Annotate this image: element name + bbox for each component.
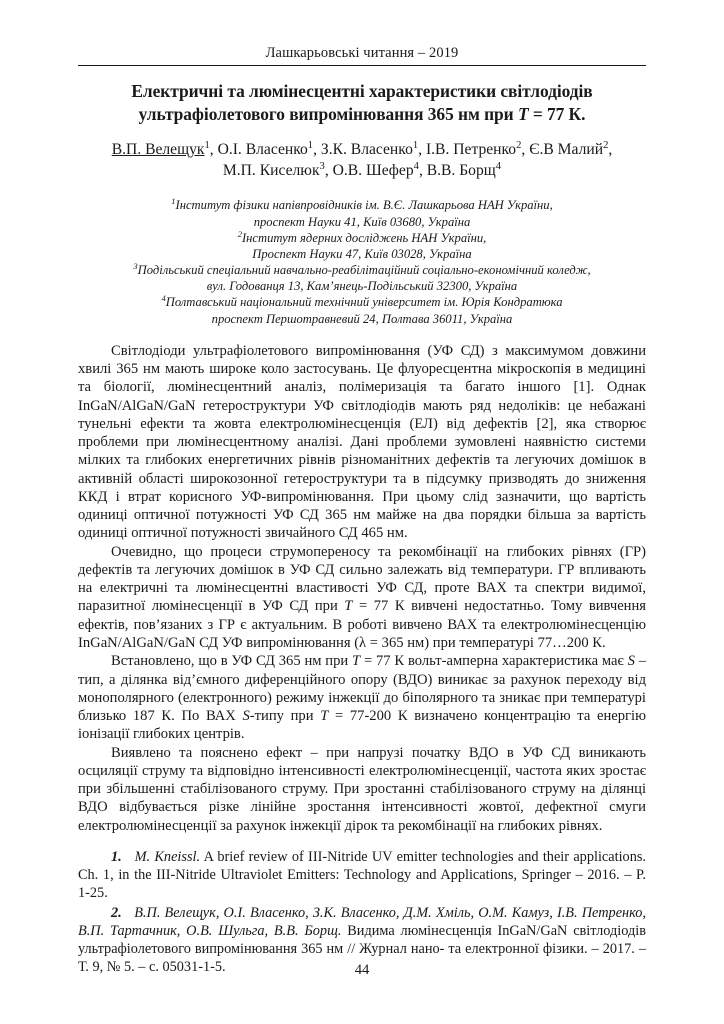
paragraph-3 [78, 652, 646, 743]
author-separator: , [209, 141, 218, 159]
author-list [78, 140, 646, 181]
author-separator: , [313, 141, 321, 159]
paragraph-3-part-c: – тип, а ділянка від’ємного диференційного опору (ВДО) виникає за рахунок переходу від монополярного (електронного) режиму інжекції до біполярного та зникає при температурі близько 187 К. По ВАХ [78, 653, 646, 725]
affiliation-line [78, 197, 646, 213]
title-line-2-suffix: = 77 К. [528, 103, 586, 124]
paragraph-4: Виявлено та пояснено ефект – при напрузі початку ВДО в УФ СД виникають осциляції струму та відповідно інтенсивності електролюмінесценції, частота яких зростає при збільшенні стабілізованого струму. При зростанні стабілізованого струму на ділянці ВДО відбувається різке лінійне зростання інтенсивності жовтої, дефектної смуги електролюмінесценції за рахунок інжекції дірок та рекомбінації на глибоких рівнях. [78, 744, 646, 834]
author-affiliation-marker: 1 [307, 140, 314, 151]
affiliation-marker: 3 [133, 260, 138, 271]
page-title [78, 80, 646, 125]
reference-list [78, 849, 646, 977]
author-separator: , [324, 161, 333, 179]
affiliation-line [78, 278, 646, 294]
author-name: О.І. Власенко [217, 141, 308, 159]
affiliation-line [78, 246, 646, 262]
author-separator: , [521, 141, 530, 159]
paragraph-3-part-d: -типу при [249, 708, 321, 725]
reference-text: Видима люмінесценція InGaN/GaN світлодіодів ультрафіолетового випромінювання 365 нм // Журнал нано- та електронної фізики. – 2017. – Т. 9, № 5. – с. 05031-1-5. [78, 922, 647, 975]
title-line-2-prefix: ультрафіолетового випромінювання 365 нм при [138, 103, 518, 124]
author-name: Є.В Малий [529, 141, 604, 159]
affiliation-text: Проспект Науки 47, Київ 03028, Україна [252, 246, 472, 261]
affiliation-line [78, 214, 646, 230]
paragraph-1: Світлодіоди ультрафіолетового випромінювання (УФ СД) з максимумом довжини хвилі 365 нм мають широке коло застосувань. Це флуоресцентна мікроскопія в медицині та біології, люмінесцентний аналіз, полімеризація та багато іншого [1]. Однак InGaN/AlGaN/GaN гетероструктури УФ світлодіодів мають ряд недоліків: це небажані тунельні ефекти та жовта електролюмінесценція (ЕЛ) від дефектів [2], яка створює проблеми при люмінесцентному аналізі. Дані проблеми зумовлені наявністю системи мілких та глибоких енергетичних рівнів різноманітних дефектів та легуючих домішок в активній області широкозонної гетероструктури та в підсумку призводять до зниження ККД і втрат корисного УФ-випромінювання. При цьому слід зазначити, що вартість одиниці оптичної потужності УФ СД 365 нм майже на два порядки більша за вартість одиниці оптичної потужності звичайного СД 465 нм. [78, 342, 646, 542]
author-affiliation-marker: 2 [603, 140, 609, 151]
author-affiliation-marker: 4 [495, 160, 502, 172]
author-separator: , [608, 141, 613, 159]
abstract-body [78, 342, 646, 835]
affiliation-text: вул. Годованця 13, Кам’янець-Подільський 32300, Україна [206, 279, 518, 294]
author-affiliation-marker: 2 [516, 140, 522, 151]
affiliation-list [78, 197, 646, 326]
symbol-T: T [344, 598, 353, 615]
paragraph-2 [78, 543, 646, 653]
affiliation-line [78, 230, 646, 246]
author-name: З.К. Власенко [320, 141, 413, 159]
author-name: В.В. Борщ [426, 161, 496, 179]
author-separator: , [418, 161, 427, 179]
author-name: О.В. Шефер [332, 161, 414, 179]
reference-item [78, 849, 646, 903]
running-header: Лашкарьовські читання – 2019 [265, 45, 459, 61]
paragraph-3-part-e: = 77-200 К визначено концентрацію та енергію іонізації глибоких центрів. [78, 708, 646, 743]
paragraph-2-part-a: Очевидно, що процеси струмопереносу та рекомбінації на глибоких рівнях (ГР) дефектів та легуючих домішок в УФ СД сильно залежать від температури. ГР впливають на електричні та люмінесцентні властивості УФ СД, проте ВАХ та спектри видимої, паразитної люмінесценції в УФ СД при [78, 543, 646, 615]
author-name: І.В. Петренко [425, 141, 517, 159]
affiliation-text: Інститут фізики напівпровідників ім. В.Є. Лашкарьова НАН України, [175, 198, 553, 213]
affiliation-text: Інститут ядерних досліджень НАН України, [241, 230, 487, 245]
author-affiliation-marker: 1 [412, 140, 419, 151]
affiliation-line [78, 294, 646, 310]
paragraph-2-part-b: = 77 К вивчені недостатньо. Тому вивчення ефектів, пов’язаних з ГР є актуальним. В роботі вивчено ВАХ та електролюмінесценцію InGaN/AlGaN/GaN СД УФ випромінювання (λ = 365 нм) при температурі 77…200 К. [78, 598, 647, 651]
title-symbol-T: T [517, 103, 529, 124]
affiliation-marker: 2 [237, 228, 242, 239]
reference-number: 1. [111, 848, 122, 865]
affiliation-text: проспект Науки 41, Київ 03680, Україна [253, 214, 471, 229]
author-name: В.П. Велещук [111, 141, 205, 159]
symbol-S: S [627, 653, 635, 670]
author-affiliation-marker: 4 [413, 160, 419, 172]
paragraph-3-part-a: Встановлено, що в УФ СД 365 нм при [111, 653, 353, 670]
reference-authors: В.П. Велещук, О.І. Власенко, З.К. Власенко, Д.М. Хміль, О.М. Камуз, І.В. Петренко, В.П. Тартачник, О.В. Шульга, В.В. Борщ. [78, 904, 646, 939]
affiliation-text: Полтавський національний технічний університет ім. Юрія Кондратюка [165, 295, 563, 310]
author-affiliation-marker: 1 [204, 140, 210, 151]
affiliation-marker: 1 [171, 196, 176, 207]
symbol-T: T [352, 653, 361, 670]
paragraph-3-part-b: = 77 К вольт-амперна характеристика має [360, 653, 628, 670]
title-line-1: Електричні та люмінесцентні характеристики світлодіодів [131, 80, 593, 101]
author-line-1 [78, 140, 646, 161]
symbol-S: S [242, 708, 250, 725]
author-separator: , [418, 141, 426, 159]
header-rule [78, 65, 646, 66]
author-affiliation-marker: 3 [319, 160, 325, 172]
reference-text: A brief review of III-Nitride UV emitter technologies and their applications. Ch. 1, in the III-Nitride Ultraviolet Emitters: Technology and Applications, Springer – 2016. – P. 1-25. [78, 848, 646, 901]
author-name: М.П. Киселюк [222, 161, 320, 179]
affiliation-line [78, 311, 646, 327]
affiliation-line [78, 262, 646, 278]
affiliation-text: Подільський спеціальний навчально-реабілітаційний соціально-економічний коледж, [137, 263, 591, 278]
affiliation-text: проспект Першотравневий 24, Полтава 36011, Україна [211, 311, 513, 326]
page-number: 44 [354, 962, 370, 978]
reference-number: 2. [111, 904, 122, 921]
affiliation-marker: 4 [161, 293, 166, 304]
symbol-T: T [320, 708, 329, 725]
author-line-2 [78, 161, 646, 182]
reference-authors: M. Kneissl. [134, 848, 201, 865]
